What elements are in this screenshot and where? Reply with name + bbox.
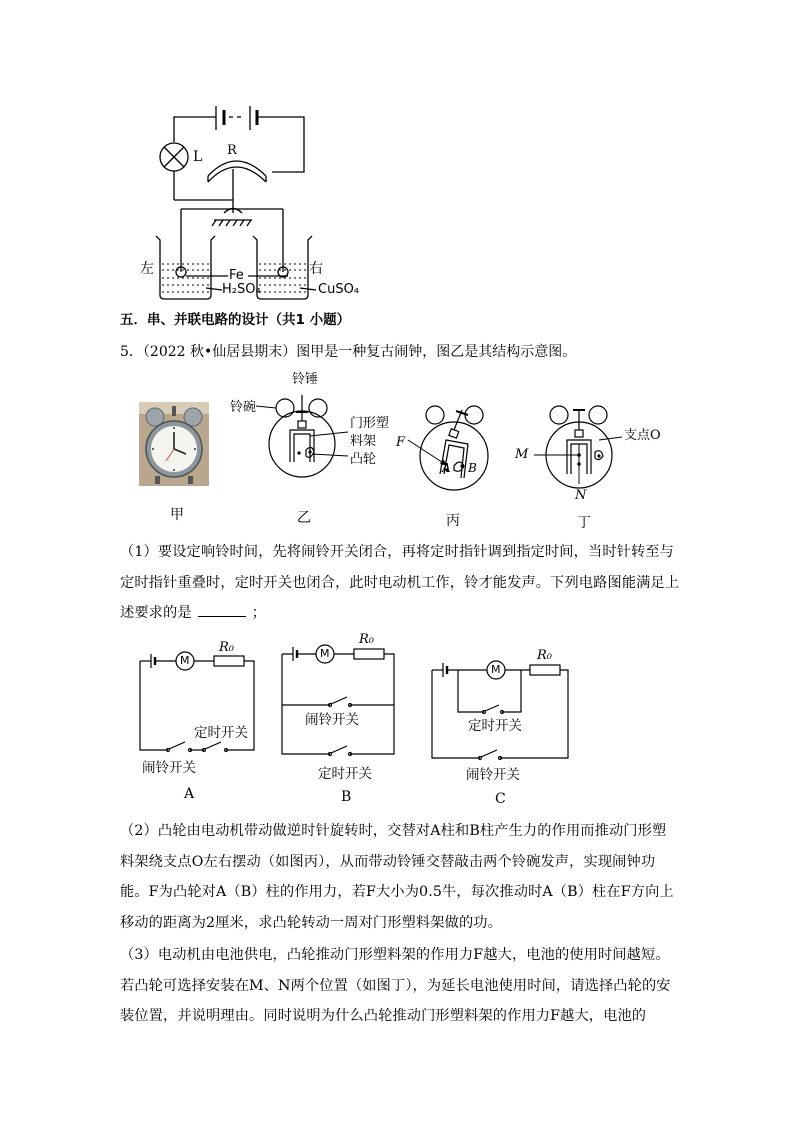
circuit-a-alarm-label: 闹铃开关 [142,760,196,776]
label-force: F [396,435,406,450]
circuit-a-timer-label: 定时开关 [194,725,248,741]
label-pos-n: N [575,488,587,503]
label-bell-bowl: 铃碗 [230,400,257,415]
left-cell-label: 左 [140,261,154,277]
caption-ding: 丁 [577,515,591,531]
circuit-a-motor: M [180,654,190,667]
fe-label: Fe [229,268,244,283]
label-hammer: 铃锤 [292,372,319,387]
clock-structure-diagram-c [410,400,520,510]
top-circuit-diagram [0,0,794,300]
rheostat-label: R [227,143,237,158]
right-cell-label: 右 [309,261,323,277]
label-post-b: B [468,461,477,475]
caption-yi: 乙 [297,510,311,526]
label-pos-m: M [515,447,529,462]
caption-jia: 甲 [170,507,184,523]
circuit-c-resistor: R₀ [537,648,552,663]
circuit-caption-c: C [495,791,506,807]
part3-text: （3）电动机由电池供电，凸轮推动门形塑料架的作用力F越大，电池的使用时间越短。若凸轮可选择安装在M、N两个位置（如图丁），为延长电池使用时间，请选择凸轮的安装位置，并说明理由。同时说明为什么凸轮推动门形塑料架的作用力F越大，电池的 [120,947,671,1024]
circuit-b-motor: M [320,647,330,660]
acid-label: H₂SO₄ [222,282,261,297]
salt-label: CuSO₄ [318,282,360,297]
answer-blank[interactable] [198,602,246,617]
part1-body: （1）要设定响铃时间，先将闹铃开关闭合，再将定时指针调到指定时间，当时针转至与定时指针重叠时，定时开关也闭合，此时电动机工作，铃才能发声。下列电路图能满足上述要求的是 [120,544,680,621]
circuit-b-alarm-label: 闹铃开关 [305,712,359,728]
circuit-caption-a: A [184,786,195,802]
circuit-a-resistor: R₀ [219,640,234,655]
circuit-c-timer-label: 定时开关 [468,718,522,734]
lamp-label: L [193,149,203,165]
circuit-caption-b: B [341,789,352,805]
label-frame-1: 门形塑 [350,416,390,431]
section-title: 五．串、并联电路的设计（共1 小题） [120,312,351,328]
circuit-b-timer-label: 定时开关 [318,766,372,782]
question-intro: 5．（2022 秋•仙居县期末）图甲是一种复古闹钟，图乙是其结构示意图。 [120,344,577,360]
circuit-c-motor: M [491,663,501,676]
part2-text: （2）凸轮由电动机带动做逆时针旋转时，交替对A柱和B柱产生力的作用而推动门形塑料架绕支点O左右摆动（如图丙），从而带动铃锤交替敲击两个铃碗发声，实现闹钟功能。F为凸轮对A（B）柱的作用力，若F大小为0.5牛，每次推动时A（B）柱在F方向上移动的距离为2厘米，求凸轮转动一周对门形塑料架做的功。 [120,823,674,931]
label-frame-2: 料架 [350,434,377,449]
label-pivot: 支点O [624,428,661,443]
alarm-clock-photo [139,402,209,486]
part1-text [120,537,680,629]
clock-structure-diagram-d [540,400,650,510]
label-cam: 凸轮 [350,452,377,467]
label-post-a: A [442,461,451,475]
circuit-c-alarm-label: 闹铃开关 [466,767,520,783]
caption-bing: 丙 [446,513,460,529]
circuit-b-resistor: R₀ [359,632,374,647]
circuit-options [0,630,794,830]
part1-end: ； [251,605,267,621]
